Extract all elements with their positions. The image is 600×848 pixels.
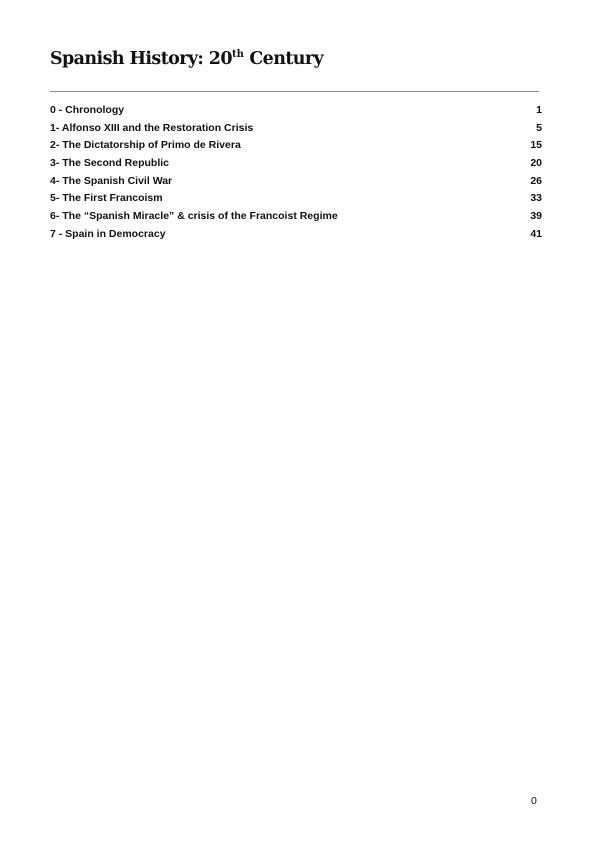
toc-entry-primo-de-rivera[interactable] (50, 137, 542, 155)
toc-entry-label: 5- The First Francoism (50, 192, 163, 205)
toc-entry-label: 0 - Chronology (50, 104, 125, 116)
toc-entry-page: 26 (530, 174, 542, 187)
toc-entry-page: 33 (530, 192, 542, 205)
document-title (50, 49, 323, 69)
toc-entry-page: 15 (530, 139, 542, 152)
toc-entry-page: 41 (530, 227, 542, 240)
toc-entry-page: 5 (536, 121, 542, 134)
toc-entry-label: 6- The “Spanish Miracle” & crisis of the Francoist Regime (50, 210, 338, 223)
footer-page-number: 0 (531, 795, 537, 807)
toc-entry-label: 2- The Dictatorship of Primo de Rivera (50, 139, 241, 152)
title-main-text: Spanish History: 20 (50, 49, 232, 69)
toc-entry-alfonso-xiii[interactable] (50, 120, 542, 138)
toc-entry-first-francoism[interactable] (50, 190, 542, 208)
toc-entry-page: 1 (536, 104, 542, 116)
toc-entry-label: 4- The Spanish Civil War (50, 174, 173, 187)
toc-entry-second-republic[interactable] (50, 155, 542, 173)
toc-entry-page: 39 (530, 210, 542, 223)
table-of-contents (50, 102, 542, 244)
toc-entry-label: 1- Alfonso XIII and the Restoration Crisis (50, 121, 254, 134)
toc-entry-democracy[interactable] (50, 226, 542, 244)
title-superscript: th (231, 49, 244, 61)
toc-entry-label: 7 - Spain in Democracy (50, 227, 166, 240)
title-divider (50, 91, 539, 92)
toc-entry-civil-war[interactable] (50, 173, 542, 191)
toc-entry-chronology[interactable] (50, 102, 542, 120)
toc-entry-label: 3- The Second Republic (50, 157, 170, 170)
toc-entry-spanish-miracle[interactable] (50, 208, 542, 226)
title-end-text: Century (243, 49, 324, 69)
toc-entry-page: 20 (530, 157, 542, 170)
